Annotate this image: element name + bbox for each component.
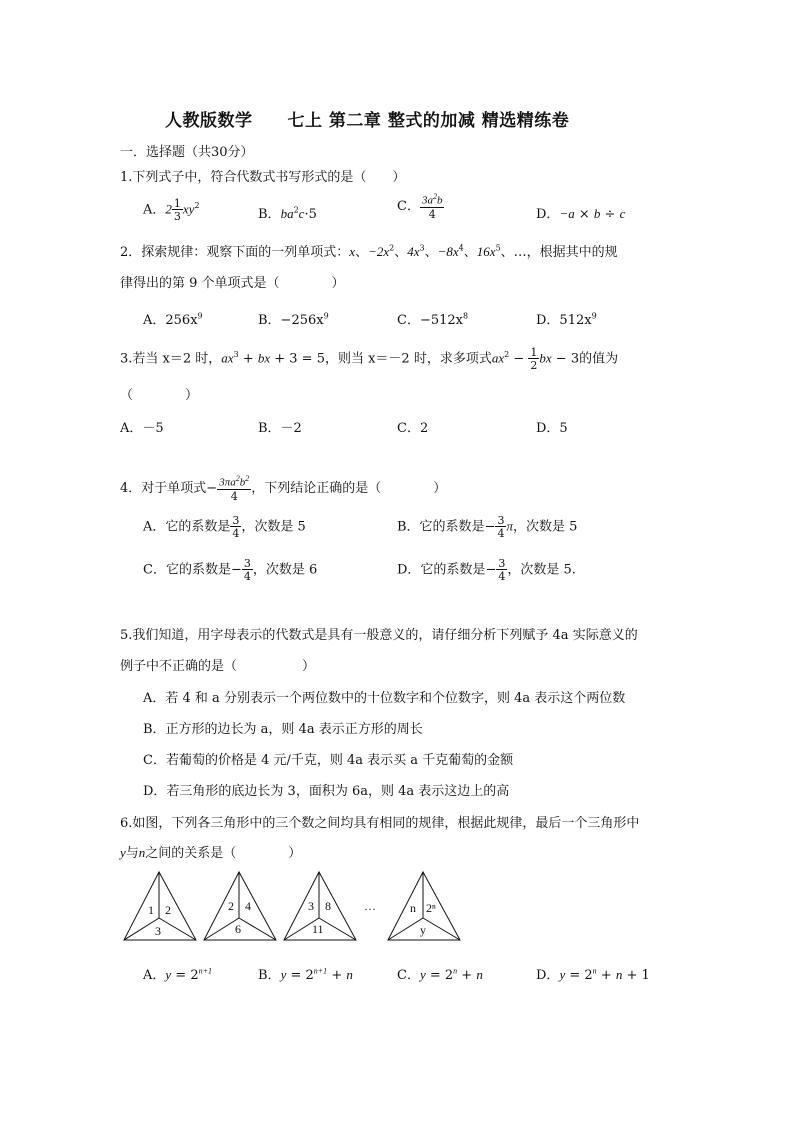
page-title: 人教版数学 七上 第二章 整式的加减 精选精练卷 [165,111,570,131]
triangle-3 [284,872,356,940]
q5-option-b: B．正方形的边长为 a，则 4a 表示正方形的周长 [143,722,423,737]
triangle-2 [204,872,276,940]
q3-option-a: A．－5 [120,421,164,436]
q6-stem-line2: y与n之间的关系是（ ） [120,845,302,861]
q5-option-d: D．若三角形的底边长为 3，面积为 6a，则 4a 表示这边上的高 [143,784,510,799]
q4-stem: 4．对于单项式− $\frac{3\pi a^2b^2}{4}$ ，下列结论正确的是（ ） [120,474,447,503]
q1-stem: 1.下列式子中，符合代数式书写形式的是（ ） [120,170,406,185]
q2-option-d: D．$512x^9$ [536,311,597,328]
q6-option-d: D．$y = 2^n + n + 1$ [536,966,650,983]
q4-option-a: A．它的系数是 $\frac{3}{4}$ ，次数是 5 [143,514,306,540]
q3-option-d: D．5 [536,421,568,436]
triangle-3-bottom: 11 [312,922,324,936]
section-heading: 一．选择题（共30分） [120,145,254,160]
q5-stem-line2: 例子中不正确的是（ ） [120,659,316,674]
triangle-figures [118,868,463,948]
q3-stem: 3.若当 x＝2 时，$ax^3$ + bx + 3 = 5，则当 x＝－2 时，求多项式$ax^2$ − $\frac{1}{2}$ bx − 3的值为 [120,346,619,372]
q3-option-b: B．－2 [258,421,302,436]
q1-option-c: C． $\frac{3a^2b}{4}$ [397,192,443,221]
triangle-4 [388,872,460,940]
triangle-2-left: 2 [228,899,234,913]
triangle-2-bottom: 6 [235,922,241,936]
q1-option-d: D．−a × b ÷ c [536,206,626,222]
q5-option-a: A．若 4 和 a 分别表示一个两位数中的十位数字和个位数字，则 4a 表示这个两位数 [143,691,626,706]
triangle-3-left: 3 [308,899,314,913]
q2-option-c: C．$-512x^8$ [397,311,469,328]
q2-stem-line2: 律得出的第 9 个单项式是（ ） [120,276,345,291]
q4-option-c: C．它的系数是− $\frac{3}{4}$ ，次数是 6 [143,557,318,583]
q4-option-b: B．它的系数是− $\frac{3}{4}$ π，次数是 5 [397,514,578,540]
q6-stem-line1: 6.如图，下列各三角形中的三个数之间均具有相同的规律，根据此规律，最后一个三角形中 [120,816,640,831]
q6-option-c: C．$y = 2^n + n$ [397,966,483,983]
triangle-1-left: 1 [148,903,154,917]
triangle-4-bottom: y [420,923,426,937]
ellipsis: … [364,899,376,913]
q5-option-c: C．若葡萄的价格是 4 元/千克，则 4a 表示买 a 千克葡萄的金额 [143,753,514,768]
triangle-2-right: 4 [245,899,251,913]
q6-option-b: B．$y = 2^{n+1} + n$ [258,966,353,983]
triangle-1 [124,872,196,940]
q3-option-c: C．2 [397,421,429,436]
q3-paren: （ ） [120,388,199,403]
triangle-4-left: n [410,901,416,915]
triangle-3-right: 8 [325,899,331,913]
triangle-4-right: 2ⁿ [426,901,436,915]
triangle-1-bottom: 3 [155,924,161,938]
q2-option-a: A．$256x^9$ [143,311,203,328]
triangle-1-right: 2 [165,903,171,917]
q1-option-a: A．2 $\frac{1}{3}$ $xy^2$ [143,197,200,223]
q1-option-b: B．$ba^2c\cdot 5$ [258,205,317,222]
q4-option-d: D．它的系数是− $\frac{3}{4}$ ，次数是 5. [397,557,576,583]
q2-stem-line1: 2．探索规律：观察下面的一列单项式：x、$-2x^2$、$4x^3$、$-8x^4$、$16x^5$、…，根据其中的规 [120,243,618,260]
q6-option-a: A．$y = 2^{n+1}$ [143,966,213,983]
q5-stem-line1: 5.我们知道，用字母表示的代数式是具有一般意义的，请仔细分析下列赋予 4a 实际意义的 [120,628,638,643]
q2-option-b: B．$-256x^9$ [258,311,329,328]
